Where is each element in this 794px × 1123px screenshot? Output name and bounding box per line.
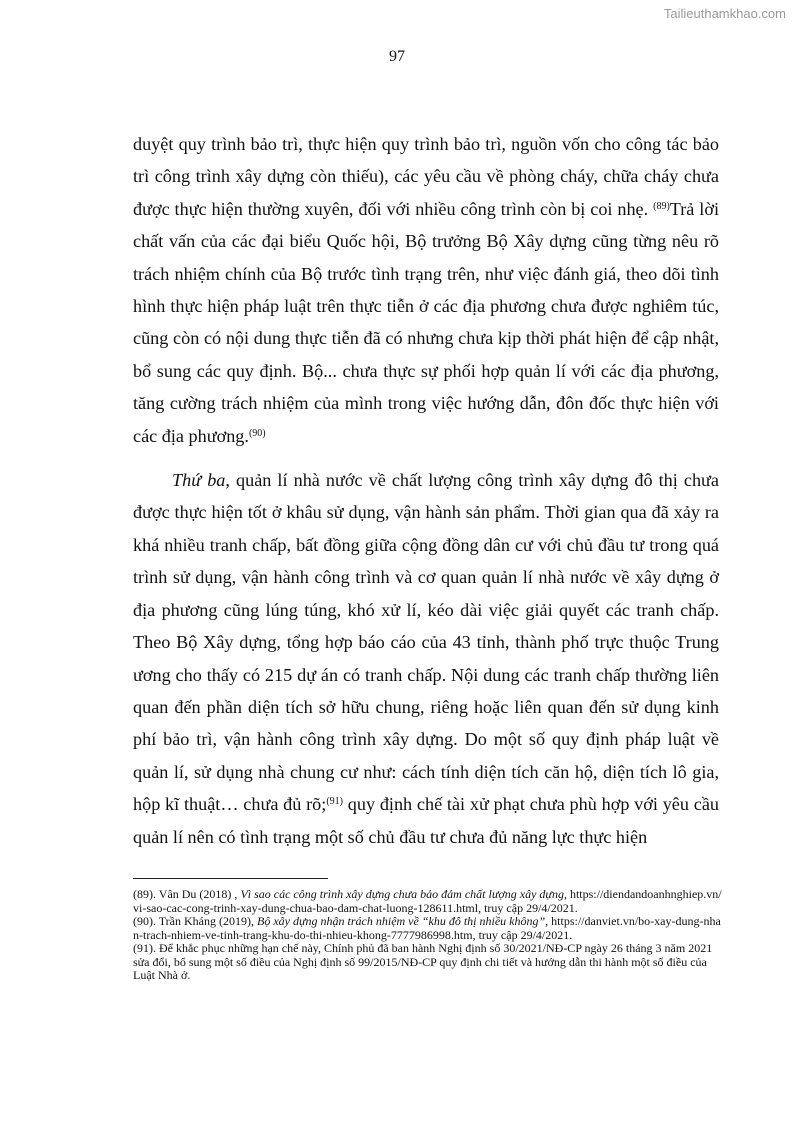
footnote-90-rest[interactable]: , https://danviet.vn/bo-xay-dung-nhan-trach-nhiem-ve-tinh-trang-khu-do-thi-nhieu-khong-7777986998.htm, truy cập 29/4/2021. bbox=[133, 914, 721, 942]
footnote-89-title: Vì sao các công trình xây dựng chưa bảo đảm chất lượng xây dựng bbox=[240, 887, 564, 901]
paragraph-1-text-b: Trả lời chất vấn của các đại biểu Quốc hội, Bộ trưởng Bộ Xây dựng cũng từng nêu rõ trách nhiệm chính của Bộ trước tình trạng trên, như việc đánh giá, theo dõi tình hình thực hiện pháp luật trên thực tiễn ở các địa phương chưa được nghiêm túc, cũng còn có nội dung thực tiễn đã có nhưng chưa kịp thời phát hiện để cập nhật, bổ sung các quy định. Bộ... chưa thực sự phối hợp quản lí với các địa phương, tăng cường trách nhiệm của mình trong việc hướng dẫn, đôn đốc thực hiện với các địa phương. bbox=[133, 198, 720, 446]
paragraph-2-text-b: quy định chế tài xử phạt chưa phù hợp với yêu cầu quản lí nên có tình trạng một số chủ đầu tư chưa đủ năng lực thực hiện bbox=[133, 794, 719, 847]
paragraph-2-lead: Thứ ba bbox=[172, 470, 226, 491]
footnote-90 bbox=[133, 915, 723, 942]
footnotes bbox=[133, 888, 723, 983]
footnote-90-title: Bộ xây dựng nhận trách nhiệm về “khu đô thị nhiều không” bbox=[257, 914, 546, 928]
footnote-ref-90[interactable]: (90) bbox=[248, 427, 266, 439]
paragraph-1-text-a: duyệt quy trình bảo trì, thực hiện quy trình bảo trì, nguồn vốn cho công tác bảo trì công trình xây dựng còn thiếu), các yêu cầu về phòng cháy, chữa cháy chưa được thực hiện thường xuyên, đối với nhiều công trình còn bị coi nhẹ. bbox=[133, 134, 719, 219]
footnote-ref-91[interactable]: (91) bbox=[326, 796, 343, 808]
main-body bbox=[133, 128, 719, 853]
footnote-89-prefix: (89). Vân Du (2018) , bbox=[133, 887, 241, 901]
paragraph-2-text-a: , quản lí nhà nước về chất lượng công trình xây dựng đô thị chưa được thực hiện tốt ở khâu sử dụng, vận hành sản phẩm. Thời gian qua đã xảy ra khá nhiều tranh chấp, bất đồng giữa cộng đồng dân cư với chủ đầu tư trong quá trình sử dụng, vận hành công trình và cơ quan quản lí nhà nước về xây dựng ở địa phương cũng lúng túng, khó xử lí, kéo dài việc giải quyết các tranh chấp. Theo Bộ Xây dựng, tổng hợp báo cáo của 43 tỉnh, thành phố trực thuộc Trung ương cho thấy có 215 dự án có tranh chấp. Nội dung các tranh chấp thường liên quan đến phần diện tích sở hữu chung, riêng hoặc liên quan đến sử dụng kinh phí bảo trì, vận hành công trình xây dựng. Do một số quy định pháp luật về quản lí, sử dụng nhà chung cư như: cách tính diện tích căn hộ, diện tích lô gia, hộp kĩ thuật… chưa đủ rõ; bbox=[133, 470, 719, 815]
page-number: 97 bbox=[389, 48, 405, 65]
paragraph-2 bbox=[133, 464, 719, 853]
footnote-90-prefix: (90). Trần Kháng (2019), bbox=[133, 914, 257, 928]
footnote-89 bbox=[133, 888, 723, 915]
watermark-text: Tailieuthamkhao.com bbox=[663, 6, 786, 21]
footnote-91: (91). Để khắc phục những hạn chế này, Chính phủ đã ban hành Nghị định số 30/2021/NĐ-CP ngày 26 tháng 3 năm 2021 sửa đổi, bổ sung một số điều của Nghị định số 99/2015/NĐ-CP quy định chi tiết và hướng dẫn thi hành một số điều của Luật Nhà ở. bbox=[133, 941, 713, 982]
footnote-divider bbox=[133, 878, 328, 879]
footnote-ref-89[interactable]: (89) bbox=[653, 200, 670, 212]
footnote-89-rest[interactable]: , https://diendandoanhnghiep.vn/vi-sao-cac-cong-trinh-xay-dung-chua-bao-dam-chat-luong-128611.html, truy cập 29/4/2021. bbox=[133, 887, 722, 915]
paragraph-1 bbox=[133, 128, 719, 452]
